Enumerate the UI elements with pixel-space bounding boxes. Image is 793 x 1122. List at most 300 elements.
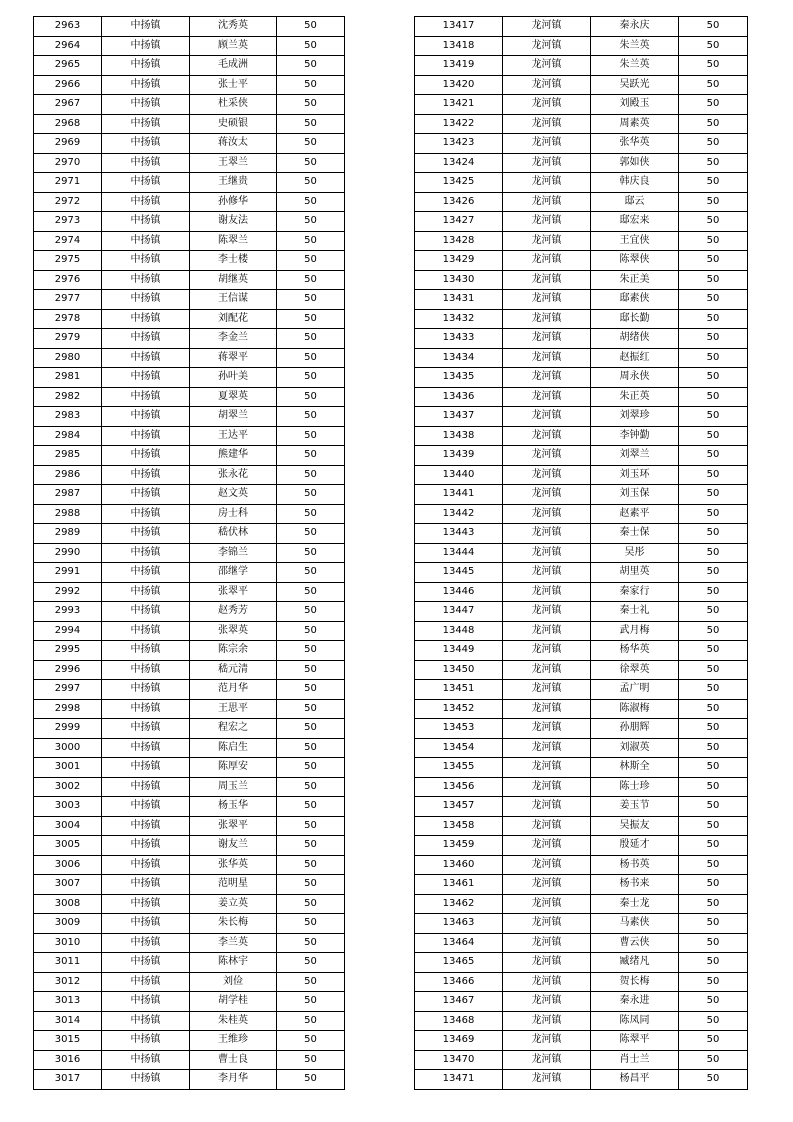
amount-cell: 50 bbox=[679, 36, 748, 56]
row-number-cell: 13422 bbox=[415, 114, 503, 134]
name-cell: 陈厚安 bbox=[190, 758, 277, 778]
township-cell: 中扬镇 bbox=[102, 290, 190, 310]
table-row bbox=[34, 641, 345, 661]
table-row bbox=[415, 270, 748, 290]
amount-cell: 50 bbox=[679, 680, 748, 700]
township-cell: 龙河镇 bbox=[503, 972, 591, 992]
name-cell: 王维珍 bbox=[190, 1031, 277, 1051]
table-row bbox=[34, 524, 345, 544]
amount-cell: 50 bbox=[679, 134, 748, 154]
name-cell: 嵇伏林 bbox=[190, 524, 277, 544]
amount-cell: 50 bbox=[277, 816, 345, 836]
township-cell: 中扬镇 bbox=[102, 563, 190, 583]
township-cell: 中扬镇 bbox=[102, 251, 190, 271]
name-cell: 张华英 bbox=[591, 134, 679, 154]
name-cell: 杨玉华 bbox=[190, 797, 277, 817]
table-row bbox=[34, 797, 345, 817]
row-number-cell: 13450 bbox=[415, 660, 503, 680]
table-row bbox=[34, 563, 345, 583]
row-number-cell: 3000 bbox=[34, 738, 102, 758]
row-number-cell: 2986 bbox=[34, 465, 102, 485]
name-cell: 曹士良 bbox=[190, 1050, 277, 1070]
township-cell: 中扬镇 bbox=[102, 387, 190, 407]
name-cell: 杜采侠 bbox=[190, 95, 277, 115]
name-cell: 陈启生 bbox=[190, 738, 277, 758]
row-number-cell: 13428 bbox=[415, 231, 503, 251]
name-cell: 王宜侠 bbox=[591, 231, 679, 251]
row-number-cell: 13448 bbox=[415, 621, 503, 641]
amount-cell: 50 bbox=[277, 56, 345, 76]
table-row bbox=[34, 543, 345, 563]
table-row bbox=[34, 777, 345, 797]
name-cell: 胡继英 bbox=[190, 270, 277, 290]
name-cell: 熊建华 bbox=[190, 446, 277, 466]
township-cell: 中扬镇 bbox=[102, 699, 190, 719]
row-number-cell: 13419 bbox=[415, 56, 503, 76]
name-cell: 赵素平 bbox=[591, 504, 679, 524]
township-cell: 龙河镇 bbox=[503, 270, 591, 290]
amount-cell: 50 bbox=[277, 485, 345, 505]
amount-cell: 50 bbox=[679, 387, 748, 407]
amount-cell: 50 bbox=[277, 114, 345, 134]
township-cell: 中扬镇 bbox=[102, 212, 190, 232]
amount-cell: 50 bbox=[277, 1070, 345, 1090]
township-cell: 中扬镇 bbox=[102, 485, 190, 505]
name-cell: 蒋汝太 bbox=[190, 134, 277, 154]
amount-cell: 50 bbox=[277, 426, 345, 446]
amount-cell: 50 bbox=[679, 95, 748, 115]
township-cell: 中扬镇 bbox=[102, 309, 190, 329]
table-row bbox=[34, 407, 345, 427]
amount-cell: 50 bbox=[679, 504, 748, 524]
amount-cell: 50 bbox=[277, 543, 345, 563]
township-cell: 中扬镇 bbox=[102, 582, 190, 602]
table-row bbox=[34, 582, 345, 602]
amount-cell: 50 bbox=[679, 192, 748, 212]
table-row bbox=[34, 368, 345, 388]
amount-cell: 50 bbox=[277, 270, 345, 290]
name-cell: 秦永进 bbox=[591, 992, 679, 1012]
township-cell: 中扬镇 bbox=[102, 465, 190, 485]
name-cell: 韩庆良 bbox=[591, 173, 679, 193]
amount-cell: 50 bbox=[679, 543, 748, 563]
name-cell: 邸素侠 bbox=[591, 290, 679, 310]
table-row bbox=[415, 738, 748, 758]
row-number-cell: 13462 bbox=[415, 894, 503, 914]
name-cell: 武月梅 bbox=[591, 621, 679, 641]
row-number-cell: 13456 bbox=[415, 777, 503, 797]
name-cell: 邸长勤 bbox=[591, 309, 679, 329]
row-number-cell: 2993 bbox=[34, 602, 102, 622]
table-row bbox=[34, 1070, 345, 1090]
table-row bbox=[415, 446, 748, 466]
amount-cell: 50 bbox=[277, 621, 345, 641]
row-number-cell: 2998 bbox=[34, 699, 102, 719]
township-cell: 中扬镇 bbox=[102, 836, 190, 856]
amount-cell: 50 bbox=[679, 953, 748, 973]
table-row bbox=[34, 1031, 345, 1051]
name-cell: 肖士兰 bbox=[591, 1050, 679, 1070]
table-row bbox=[415, 1031, 748, 1051]
table-row bbox=[34, 1050, 345, 1070]
name-cell: 刘配花 bbox=[190, 309, 277, 329]
row-number-cell: 2965 bbox=[34, 56, 102, 76]
row-number-cell: 13437 bbox=[415, 407, 503, 427]
amount-cell: 50 bbox=[277, 582, 345, 602]
table-row bbox=[34, 602, 345, 622]
township-cell: 中扬镇 bbox=[102, 992, 190, 1012]
township-cell: 龙河镇 bbox=[503, 348, 591, 368]
table-row bbox=[415, 816, 748, 836]
amount-cell: 50 bbox=[277, 134, 345, 154]
township-cell: 龙河镇 bbox=[503, 153, 591, 173]
amount-cell: 50 bbox=[277, 446, 345, 466]
table-row bbox=[34, 485, 345, 505]
amount-cell: 50 bbox=[679, 465, 748, 485]
row-number-cell: 13467 bbox=[415, 992, 503, 1012]
township-cell: 中扬镇 bbox=[102, 1031, 190, 1051]
amount-cell: 50 bbox=[277, 992, 345, 1012]
amount-cell: 50 bbox=[679, 875, 748, 895]
amount-cell: 50 bbox=[277, 1031, 345, 1051]
name-cell: 赵文英 bbox=[190, 485, 277, 505]
name-cell: 夏翠英 bbox=[190, 387, 277, 407]
table-row bbox=[415, 914, 748, 934]
row-number-cell: 13446 bbox=[415, 582, 503, 602]
table-row bbox=[415, 992, 748, 1012]
township-cell: 中扬镇 bbox=[102, 329, 190, 349]
township-cell: 中扬镇 bbox=[102, 56, 190, 76]
amount-cell: 50 bbox=[679, 699, 748, 719]
table-row bbox=[415, 1011, 748, 1031]
amount-cell: 50 bbox=[679, 368, 748, 388]
table-row bbox=[415, 348, 748, 368]
township-cell: 中扬镇 bbox=[102, 231, 190, 251]
name-cell: 周素英 bbox=[591, 114, 679, 134]
row-number-cell: 13434 bbox=[415, 348, 503, 368]
name-cell: 谢友兰 bbox=[190, 836, 277, 856]
amount-cell: 50 bbox=[679, 582, 748, 602]
table-row bbox=[34, 621, 345, 641]
amount-cell: 50 bbox=[277, 309, 345, 329]
township-cell: 龙河镇 bbox=[503, 426, 591, 446]
township-cell: 龙河镇 bbox=[503, 251, 591, 271]
row-number-cell: 13417 bbox=[415, 17, 503, 37]
table-row bbox=[415, 153, 748, 173]
row-number-cell: 13470 bbox=[415, 1050, 503, 1070]
table-row bbox=[34, 56, 345, 76]
row-number-cell: 2995 bbox=[34, 641, 102, 661]
row-number-cell: 13452 bbox=[415, 699, 503, 719]
table-row bbox=[415, 680, 748, 700]
amount-cell: 50 bbox=[679, 972, 748, 992]
township-cell: 中扬镇 bbox=[102, 95, 190, 115]
table-row bbox=[415, 641, 748, 661]
row-number-cell: 13429 bbox=[415, 251, 503, 271]
amount-cell: 50 bbox=[277, 777, 345, 797]
amount-cell: 50 bbox=[277, 738, 345, 758]
row-number-cell: 13425 bbox=[415, 173, 503, 193]
row-number-cell: 13440 bbox=[415, 465, 503, 485]
row-number-cell: 3009 bbox=[34, 914, 102, 934]
row-number-cell: 13423 bbox=[415, 134, 503, 154]
amount-cell: 50 bbox=[679, 231, 748, 251]
table-row bbox=[34, 738, 345, 758]
amount-cell: 50 bbox=[679, 329, 748, 349]
township-cell: 龙河镇 bbox=[503, 641, 591, 661]
table-row bbox=[34, 329, 345, 349]
row-number-cell: 3016 bbox=[34, 1050, 102, 1070]
table-row bbox=[34, 660, 345, 680]
table-row bbox=[415, 134, 748, 154]
township-cell: 龙河镇 bbox=[503, 680, 591, 700]
name-cell: 刘玉保 bbox=[591, 485, 679, 505]
table-row bbox=[415, 777, 748, 797]
amount-cell: 50 bbox=[679, 816, 748, 836]
row-number-cell: 2999 bbox=[34, 719, 102, 739]
amount-cell: 50 bbox=[679, 251, 748, 271]
row-number-cell: 2997 bbox=[34, 680, 102, 700]
township-cell: 中扬镇 bbox=[102, 933, 190, 953]
table-row bbox=[415, 504, 748, 524]
name-cell: 胡翠兰 bbox=[190, 407, 277, 427]
name-cell: 朱兰英 bbox=[591, 56, 679, 76]
amount-cell: 50 bbox=[679, 1011, 748, 1031]
row-number-cell: 3002 bbox=[34, 777, 102, 797]
name-cell: 朱桂英 bbox=[190, 1011, 277, 1031]
name-cell: 李金兰 bbox=[190, 329, 277, 349]
left-roster-body bbox=[34, 17, 345, 1090]
township-cell: 龙河镇 bbox=[503, 17, 591, 37]
name-cell: 朱正美 bbox=[591, 270, 679, 290]
row-number-cell: 2983 bbox=[34, 407, 102, 427]
amount-cell: 50 bbox=[679, 836, 748, 856]
row-number-cell: 2989 bbox=[34, 524, 102, 544]
amount-cell: 50 bbox=[277, 465, 345, 485]
row-number-cell: 3013 bbox=[34, 992, 102, 1012]
township-cell: 龙河镇 bbox=[503, 1050, 591, 1070]
township-cell: 中扬镇 bbox=[102, 1050, 190, 1070]
row-number-cell: 2963 bbox=[34, 17, 102, 37]
row-number-cell: 2974 bbox=[34, 231, 102, 251]
row-number-cell: 3015 bbox=[34, 1031, 102, 1051]
row-number-cell: 2996 bbox=[34, 660, 102, 680]
name-cell: 王信谋 bbox=[190, 290, 277, 310]
township-cell: 中扬镇 bbox=[102, 524, 190, 544]
name-cell: 吴跃光 bbox=[591, 75, 679, 95]
name-cell: 蒋翠平 bbox=[190, 348, 277, 368]
row-number-cell: 13454 bbox=[415, 738, 503, 758]
table-row bbox=[34, 173, 345, 193]
township-cell: 龙河镇 bbox=[503, 36, 591, 56]
township-cell: 龙河镇 bbox=[503, 660, 591, 680]
name-cell: 沈秀英 bbox=[190, 17, 277, 37]
township-cell: 龙河镇 bbox=[503, 173, 591, 193]
table-row bbox=[34, 95, 345, 115]
amount-cell: 50 bbox=[277, 953, 345, 973]
table-row bbox=[415, 212, 748, 232]
name-cell: 李兰英 bbox=[190, 933, 277, 953]
township-cell: 龙河镇 bbox=[503, 758, 591, 778]
table-row bbox=[415, 173, 748, 193]
name-cell: 曹云侠 bbox=[591, 933, 679, 953]
table-row bbox=[34, 504, 345, 524]
row-number-cell: 2976 bbox=[34, 270, 102, 290]
name-cell: 朱兰英 bbox=[591, 36, 679, 56]
table-row bbox=[34, 212, 345, 232]
row-number-cell: 13444 bbox=[415, 543, 503, 563]
name-cell: 朱正英 bbox=[591, 387, 679, 407]
amount-cell: 50 bbox=[679, 563, 748, 583]
township-cell: 中扬镇 bbox=[102, 407, 190, 427]
table-row bbox=[34, 972, 345, 992]
amount-cell: 50 bbox=[679, 1031, 748, 1051]
row-number-cell: 13464 bbox=[415, 933, 503, 953]
township-cell: 龙河镇 bbox=[503, 1031, 591, 1051]
row-number-cell: 3006 bbox=[34, 855, 102, 875]
amount-cell: 50 bbox=[679, 914, 748, 934]
row-number-cell: 13420 bbox=[415, 75, 503, 95]
amount-cell: 50 bbox=[277, 173, 345, 193]
name-cell: 嵇元清 bbox=[190, 660, 277, 680]
amount-cell: 50 bbox=[679, 1070, 748, 1090]
amount-cell: 50 bbox=[277, 563, 345, 583]
table-row bbox=[34, 465, 345, 485]
row-number-cell: 13441 bbox=[415, 485, 503, 505]
table-row bbox=[415, 953, 748, 973]
row-number-cell: 3008 bbox=[34, 894, 102, 914]
name-cell: 殷延才 bbox=[591, 836, 679, 856]
row-number-cell: 13432 bbox=[415, 309, 503, 329]
name-cell: 姜立英 bbox=[190, 894, 277, 914]
township-cell: 龙河镇 bbox=[503, 387, 591, 407]
row-number-cell: 13436 bbox=[415, 387, 503, 407]
amount-cell: 50 bbox=[277, 504, 345, 524]
amount-cell: 50 bbox=[277, 719, 345, 739]
township-cell: 龙河镇 bbox=[503, 797, 591, 817]
amount-cell: 50 bbox=[277, 251, 345, 271]
table-row bbox=[34, 1011, 345, 1031]
amount-cell: 50 bbox=[679, 797, 748, 817]
table-row bbox=[415, 309, 748, 329]
table-row bbox=[34, 894, 345, 914]
township-cell: 中扬镇 bbox=[102, 875, 190, 895]
township-cell: 中扬镇 bbox=[102, 17, 190, 37]
table-row bbox=[34, 699, 345, 719]
township-cell: 中扬镇 bbox=[102, 75, 190, 95]
amount-cell: 50 bbox=[277, 758, 345, 778]
name-cell: 胡学桂 bbox=[190, 992, 277, 1012]
row-number-cell: 13471 bbox=[415, 1070, 503, 1090]
row-number-cell: 2978 bbox=[34, 309, 102, 329]
table-row bbox=[415, 114, 748, 134]
township-cell: 龙河镇 bbox=[503, 992, 591, 1012]
township-cell: 中扬镇 bbox=[102, 426, 190, 446]
row-number-cell: 3017 bbox=[34, 1070, 102, 1090]
amount-cell: 50 bbox=[679, 212, 748, 232]
township-cell: 龙河镇 bbox=[503, 738, 591, 758]
table-row bbox=[415, 855, 748, 875]
name-cell: 周玉兰 bbox=[190, 777, 277, 797]
amount-cell: 50 bbox=[679, 290, 748, 310]
amount-cell: 50 bbox=[277, 387, 345, 407]
table-row bbox=[415, 933, 748, 953]
amount-cell: 50 bbox=[679, 75, 748, 95]
row-number-cell: 2992 bbox=[34, 582, 102, 602]
name-cell: 史硕银 bbox=[190, 114, 277, 134]
name-cell: 张华英 bbox=[190, 855, 277, 875]
name-cell: 杨华英 bbox=[591, 641, 679, 661]
row-number-cell: 3011 bbox=[34, 953, 102, 973]
table-row bbox=[415, 797, 748, 817]
table-row bbox=[415, 543, 748, 563]
table-row bbox=[34, 758, 345, 778]
table-row bbox=[415, 582, 748, 602]
right-roster-body bbox=[415, 17, 748, 1090]
township-cell: 中扬镇 bbox=[102, 855, 190, 875]
row-number-cell: 2973 bbox=[34, 212, 102, 232]
township-cell: 龙河镇 bbox=[503, 582, 591, 602]
name-cell: 李士楼 bbox=[190, 251, 277, 271]
amount-cell: 50 bbox=[277, 212, 345, 232]
name-cell: 秦家行 bbox=[591, 582, 679, 602]
table-row bbox=[415, 563, 748, 583]
amount-cell: 50 bbox=[277, 95, 345, 115]
row-number-cell: 2985 bbox=[34, 446, 102, 466]
name-cell: 陈翠侠 bbox=[591, 251, 679, 271]
row-number-cell: 2980 bbox=[34, 348, 102, 368]
township-cell: 中扬镇 bbox=[102, 816, 190, 836]
township-cell: 中扬镇 bbox=[102, 972, 190, 992]
township-cell: 龙河镇 bbox=[503, 212, 591, 232]
township-cell: 龙河镇 bbox=[503, 309, 591, 329]
name-cell: 范明星 bbox=[190, 875, 277, 895]
amount-cell: 50 bbox=[679, 621, 748, 641]
amount-cell: 50 bbox=[277, 894, 345, 914]
township-cell: 龙河镇 bbox=[503, 855, 591, 875]
township-cell: 中扬镇 bbox=[102, 777, 190, 797]
amount-cell: 50 bbox=[277, 348, 345, 368]
name-cell: 李月华 bbox=[190, 1070, 277, 1090]
table-row bbox=[34, 290, 345, 310]
row-number-cell: 3005 bbox=[34, 836, 102, 856]
name-cell: 王继贵 bbox=[190, 173, 277, 193]
row-number-cell: 3010 bbox=[34, 933, 102, 953]
row-number-cell: 13465 bbox=[415, 953, 503, 973]
table-row bbox=[415, 1070, 748, 1090]
table-row bbox=[415, 251, 748, 271]
table-row bbox=[34, 192, 345, 212]
name-cell: 张翠平 bbox=[190, 582, 277, 602]
row-number-cell: 13424 bbox=[415, 153, 503, 173]
township-cell: 中扬镇 bbox=[102, 173, 190, 193]
table-row bbox=[34, 251, 345, 271]
table-row bbox=[415, 368, 748, 388]
left-roster-table bbox=[33, 16, 345, 1090]
table-row bbox=[34, 114, 345, 134]
name-cell: 杨书来 bbox=[591, 875, 679, 895]
row-number-cell: 2984 bbox=[34, 426, 102, 446]
township-cell: 龙河镇 bbox=[503, 621, 591, 641]
table-row bbox=[415, 426, 748, 446]
name-cell: 秦永庆 bbox=[591, 17, 679, 37]
name-cell: 孙叶美 bbox=[190, 368, 277, 388]
name-cell: 林斯全 bbox=[591, 758, 679, 778]
township-cell: 龙河镇 bbox=[503, 816, 591, 836]
row-number-cell: 13438 bbox=[415, 426, 503, 446]
amount-cell: 50 bbox=[679, 56, 748, 76]
township-cell: 中扬镇 bbox=[102, 114, 190, 134]
